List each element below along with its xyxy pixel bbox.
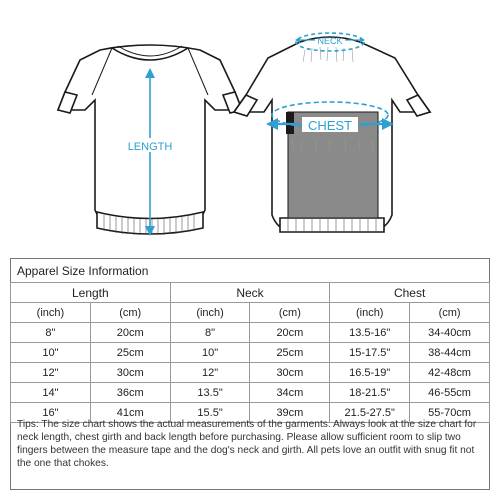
table-row — [11, 323, 490, 343]
chest-label: CHEST — [307, 118, 353, 133]
unit-cell: (cm) — [90, 303, 170, 323]
table-cell: 34-40cm — [410, 323, 490, 343]
unit-cell: (inch) — [170, 303, 250, 323]
group-header-row — [11, 283, 490, 303]
size-info-panel — [10, 258, 490, 490]
table-cell: 46-55cm — [410, 383, 490, 403]
unit-cell: (cm) — [410, 303, 490, 323]
table-cell: 55-70cm — [410, 403, 490, 423]
table-cell: 20cm — [250, 323, 330, 343]
table-cell: 10" — [11, 343, 91, 363]
table-cell: 30cm — [90, 363, 170, 383]
table-cell: 15.5" — [170, 403, 250, 423]
table-cell: 14" — [11, 383, 91, 403]
table-cell: 13.5" — [170, 383, 250, 403]
table-cell: 25cm — [250, 343, 330, 363]
table-cell: 12" — [170, 363, 250, 383]
table-row — [11, 343, 490, 363]
table-cell: 20cm — [90, 323, 170, 343]
table-cell: 34cm — [250, 383, 330, 403]
unit-cell: (inch) — [11, 303, 91, 323]
size-table-title: Apparel Size Information — [17, 264, 149, 278]
neck-label: NECK — [317, 36, 343, 46]
size-table — [10, 282, 490, 423]
group-chest: Chest — [330, 283, 490, 303]
table-cell: 21.5-27.5" — [330, 403, 410, 423]
table-cell: 8" — [11, 323, 91, 343]
table-cell: 42-48cm — [410, 363, 490, 383]
table-row — [11, 363, 490, 383]
group-length: Length — [11, 283, 171, 303]
group-neck: Neck — [170, 283, 330, 303]
table-cell: 18-21.5" — [330, 383, 410, 403]
table-cell: 36cm — [90, 383, 170, 403]
table-cell: 10" — [170, 343, 250, 363]
unit-header-row — [11, 303, 490, 323]
table-cell: 30cm — [250, 363, 330, 383]
table-cell: 12" — [11, 363, 91, 383]
table-cell: 41cm — [90, 403, 170, 423]
table-cell: 13.5-16" — [330, 323, 410, 343]
table-cell: 8" — [170, 323, 250, 343]
table-cell: 16" — [11, 403, 91, 423]
tips-text: Tips: The size chart shows the actual measurements of the garments. Always look at the size chart for neck length, chest girth and back length before purchasing. Please allow sufficient room to slip two fingers between the measure tape and the dog's neck and girth. All pets love an outfit with snug fit not the one that chokes. — [17, 419, 477, 469]
table-cell: 39cm — [250, 403, 330, 423]
unit-cell: (inch) — [330, 303, 410, 323]
table-cell: 25cm — [90, 343, 170, 363]
table-cell: 16.5-19" — [330, 363, 410, 383]
table-cell: 38-44cm — [410, 343, 490, 363]
table-cell: 15-17.5" — [330, 343, 410, 363]
table-row — [11, 383, 490, 403]
length-label: LENGTH — [127, 141, 173, 153]
unit-cell: (cm) — [250, 303, 330, 323]
